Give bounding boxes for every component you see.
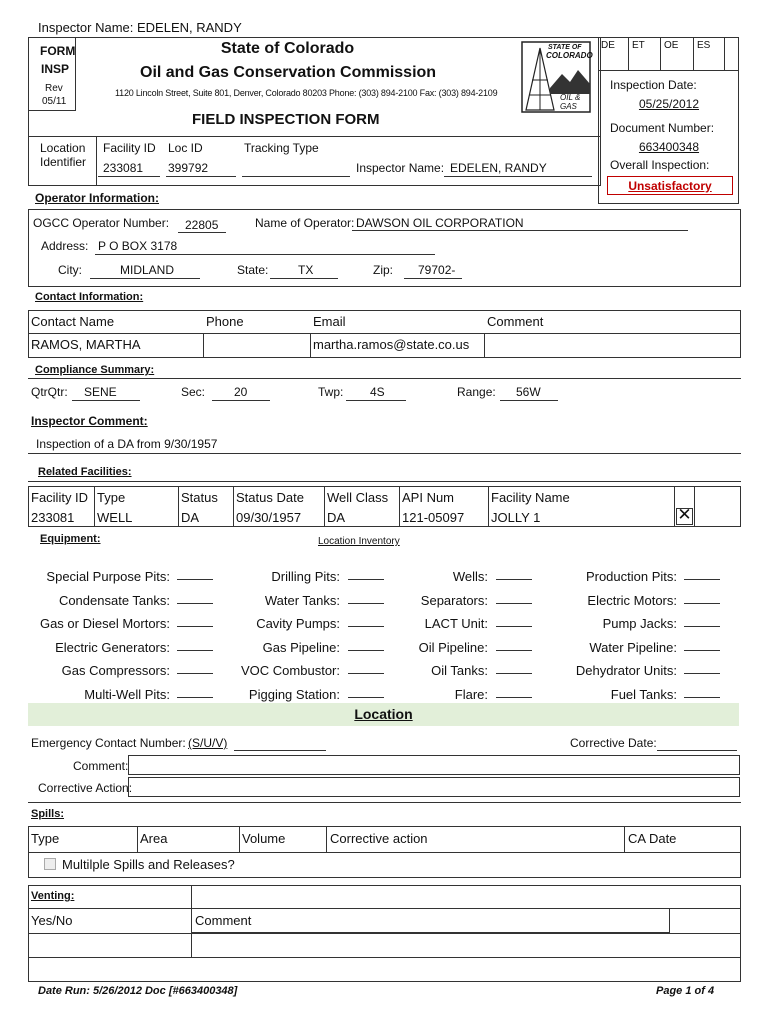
equipment-col1 xyxy=(28,565,170,706)
twp-value: 4S xyxy=(370,385,385,399)
sec-label: Sec: xyxy=(181,385,206,399)
equip-blank[interactable] xyxy=(348,685,384,698)
header-address: 1120 Lincoln Street, Suite 801, Denver, Colorado 80203 Phone: (303) 894-2100 Fax: (303) 894-2109 xyxy=(115,88,498,98)
top-inspector-name: Inspector Name: EDELEN, RANDY xyxy=(38,20,242,35)
equip-blank[interactable] xyxy=(177,567,213,580)
city-value: MIDLAND xyxy=(120,263,175,277)
corrective-action-label: Corrective Action: xyxy=(38,781,133,795)
equip-drilling-pits: Drilling Pits: xyxy=(271,569,340,584)
zip-value: 79702- xyxy=(418,263,456,277)
qtrqtr-label: QtrQtr: xyxy=(31,385,68,399)
equip-blank[interactable] xyxy=(684,661,720,674)
equip-water-tanks: Water Tanks: xyxy=(264,592,340,608)
equip-blank[interactable] xyxy=(496,614,532,627)
related-header-api-num: API Num xyxy=(402,490,455,505)
range-label: Range: xyxy=(457,385,496,399)
equip-blank[interactable] xyxy=(496,591,532,604)
spills-title: Spills: xyxy=(31,808,65,820)
contact-header-name: Contact Name xyxy=(31,314,115,329)
comment-field[interactable] xyxy=(128,755,740,775)
multiple-spills-label: Multilple Spills and Releases? xyxy=(62,857,235,872)
operator-name-label: Name of Operator: xyxy=(255,216,355,230)
facility-id-label: Facility ID xyxy=(103,141,156,155)
emergency-suv-label: (S/U/V) xyxy=(188,736,228,750)
equip-electric-generators: Electric Generators: xyxy=(55,639,170,655)
related-header-type: Type xyxy=(97,490,126,505)
equip-blank[interactable] xyxy=(496,661,532,674)
equip-blank[interactable] xyxy=(496,638,532,651)
location-banner-title: Location xyxy=(354,706,413,722)
zip-label: Zip: xyxy=(373,263,394,277)
equip-blank[interactable] xyxy=(348,614,384,627)
footer-date-run: Date Run: 5/26/2012 Doc [#663400348] xyxy=(38,985,238,997)
equip-multi-well-pits: Multi-Well Pits: xyxy=(84,686,170,702)
rev-date: 05/11 xyxy=(42,96,67,107)
spills-header-ca-date: CA Date xyxy=(628,831,677,846)
equip-wells: Wells: xyxy=(452,569,488,584)
equip-blank[interactable] xyxy=(177,661,213,674)
code-et: ET xyxy=(632,40,645,51)
rev-label: Rev xyxy=(45,83,63,94)
overall-inspection-value: Unsatisfactory xyxy=(628,179,712,193)
equip-oil-pipeline: Oil Pipeline: xyxy=(418,639,488,655)
logo-oil: OIL & xyxy=(560,93,581,102)
inspection-date: 05/25/2012 xyxy=(638,97,700,111)
equip-blank[interactable] xyxy=(177,685,213,698)
equip-blank[interactable] xyxy=(177,614,213,627)
insp-label: INSP xyxy=(41,62,70,76)
related-header-status-date: Status Date xyxy=(236,490,304,505)
equip-production-pits: Production Pits: xyxy=(585,569,677,584)
equip-blank[interactable] xyxy=(348,638,384,651)
corrective-action-field[interactable] xyxy=(128,777,740,797)
logo-state-of: STATE OF xyxy=(548,44,582,51)
operator-name-value: DAWSON OIL CORPORATION xyxy=(356,216,524,230)
logo-gas: GAS xyxy=(560,102,577,111)
emergency-contact-label: Emergency Contact Number: xyxy=(31,736,186,750)
equipment-col2 xyxy=(200,565,340,706)
related-header-facility-id: Facility ID xyxy=(31,490,89,505)
address-value: P O BOX 3178 xyxy=(98,239,178,253)
equip-blank[interactable] xyxy=(348,661,384,674)
equip-condensate-tanks: Condensate Tanks: xyxy=(58,592,170,608)
contact-name-value: RAMOS, MARTHA xyxy=(31,337,141,352)
code-de: DE xyxy=(601,40,615,51)
form-label: FORM xyxy=(40,44,76,58)
equip-blank[interactable] xyxy=(684,614,720,627)
related-facility-id: 233081 xyxy=(31,510,75,525)
loc-id-label: Loc ID xyxy=(168,141,203,155)
corrective-date-label: Corrective Date: xyxy=(570,736,657,750)
facility-id-value: 233081 xyxy=(103,161,144,175)
equip-oil-tanks: Oil Tanks: xyxy=(431,663,488,678)
equip-blank[interactable] xyxy=(177,591,213,604)
ogcc-operator-label: OGCC Operator Number: xyxy=(33,216,170,230)
spills-header-area: Area xyxy=(140,831,168,846)
equip-blank[interactable] xyxy=(684,638,720,651)
equip-lact-unit: LACT Unit: xyxy=(424,616,488,631)
equip-blank[interactable] xyxy=(684,685,720,698)
equip-gas-compressors: Gas Compressors: xyxy=(61,663,170,678)
loc-id-value: 399792 xyxy=(168,161,209,175)
inspection-date-label: Inspection Date: xyxy=(610,78,697,92)
footer-page-number: Page 1 of 4 xyxy=(656,985,715,997)
related-header-facility-name: Facility Name xyxy=(491,490,570,505)
equip-blank[interactable] xyxy=(348,567,384,580)
contact-header-comment: Comment xyxy=(487,314,544,329)
cogcc-logo xyxy=(520,40,592,114)
equip-gas-diesel-motors: Gas or Diesel Mortors: xyxy=(39,616,170,631)
equip-blank[interactable] xyxy=(684,567,720,580)
equip-separators: Separators: xyxy=(420,592,488,608)
related-facility-name: JOLLY 1 xyxy=(491,510,541,525)
qtrqtr-value: SENE xyxy=(84,385,117,399)
equipment-col4 xyxy=(540,565,677,706)
venting-header-comment: Comment xyxy=(195,913,252,928)
equip-fuel-tanks: Fuel Tanks: xyxy=(610,686,677,702)
inspector-name-value: EDELEN, RANDY xyxy=(450,161,547,175)
equip-water-pipeline: Water Pipeline: xyxy=(589,639,677,655)
sec-value: 20 xyxy=(234,385,248,399)
header-title-commission: Oil and Gas Conservation Commission xyxy=(140,64,437,81)
related-status-date: 09/30/1957 xyxy=(236,510,302,525)
spills-header-volume: Volume xyxy=(242,831,286,846)
equip-pigging-station: Pigging Station: xyxy=(248,686,340,702)
city-label: City: xyxy=(58,263,82,277)
spills-header-type: Type xyxy=(31,831,60,846)
operator-section-title: Operator Information: xyxy=(35,191,160,205)
equip-cavity-pumps: Cavity Pumps: xyxy=(256,616,340,631)
overall-inspection-label: Overall Inspection: xyxy=(610,158,710,172)
emergency-contact-field[interactable] xyxy=(234,738,326,751)
equip-flare: Flare: xyxy=(454,686,488,702)
related-well-class: DA xyxy=(327,510,346,525)
contact-header-email: Email xyxy=(313,314,346,329)
state-label: State: xyxy=(237,263,269,277)
location-identifier-label: Location Identifier xyxy=(40,141,87,169)
compliance-section-title: Compliance Summary: xyxy=(35,364,155,376)
equip-gas-pipeline: Gas Pipeline: xyxy=(262,639,340,655)
multiple-spills-checkbox[interactable] xyxy=(44,858,56,870)
related-status: DA xyxy=(181,510,200,525)
equip-blank[interactable] xyxy=(684,591,720,604)
related-header-well-class: Well Class xyxy=(327,490,389,505)
equip-voc-combustor: VOC Combustor: xyxy=(241,663,340,678)
header-title-state: State of Colorado xyxy=(220,40,355,57)
equip-blank[interactable] xyxy=(348,591,384,604)
form-title: FIELD INSPECTION FORM xyxy=(192,111,380,128)
related-type: WELL xyxy=(97,510,133,525)
ogcc-operator-value: 22805 xyxy=(185,218,219,232)
inspector-comment-title: Inspector Comment: xyxy=(31,414,148,428)
spills-header-corrective-action: Corrective action xyxy=(330,831,428,846)
venting-comment-cell xyxy=(191,908,670,933)
related-api-num: 121-05097 xyxy=(402,510,465,525)
equip-blank[interactable] xyxy=(496,685,532,698)
equip-special-purpose-pits: Special Purpose Pits: xyxy=(46,569,170,584)
inspector-name-label: Inspector Name: xyxy=(356,161,445,175)
comment-label: Comment: xyxy=(73,759,129,773)
venting-header-yesno: Yes/No xyxy=(31,913,73,928)
venting-title: Venting: xyxy=(31,890,75,902)
corrective-date-field[interactable] xyxy=(657,738,737,751)
equip-blank[interactable] xyxy=(496,567,532,580)
address-label: Address: xyxy=(41,239,89,253)
code-oe: OE xyxy=(664,40,679,51)
twp-label: Twp: xyxy=(318,385,344,399)
contact-email-value: martha.ramos@state.co.us xyxy=(313,337,470,352)
document-number-label: Document Number: xyxy=(610,121,715,135)
state-value: TX xyxy=(298,263,314,277)
contact-header-phone: Phone xyxy=(206,314,244,329)
related-facilities-title: Related Facilities: xyxy=(38,466,132,478)
tracking-type-label: Tracking Type xyxy=(244,141,319,155)
equip-pump-jacks: Pump Jacks: xyxy=(602,616,677,631)
logo-colorado: COLORADO xyxy=(546,51,593,60)
code-es: ES xyxy=(697,40,711,51)
equip-electric-motors: Electric Motors: xyxy=(587,592,677,608)
related-header-status: Status xyxy=(181,490,218,505)
inspector-comment-text: Inspection of a DA from 9/30/1957 xyxy=(36,437,218,451)
equipment-title: Equipment: xyxy=(40,533,101,545)
equipment-col3 xyxy=(380,565,488,706)
equip-dehydrator-units: Dehydrator Units: xyxy=(575,663,677,678)
tracking-type-field[interactable] xyxy=(242,164,350,177)
location-inventory-label: Location Inventory xyxy=(318,536,400,547)
checkbox-x-icon: ✕ xyxy=(677,505,692,524)
contact-section-title: Contact Information: xyxy=(35,291,144,303)
equip-blank[interactable] xyxy=(177,638,213,651)
document-number: 663400348 xyxy=(638,140,700,154)
range-value: 56W xyxy=(516,385,541,399)
